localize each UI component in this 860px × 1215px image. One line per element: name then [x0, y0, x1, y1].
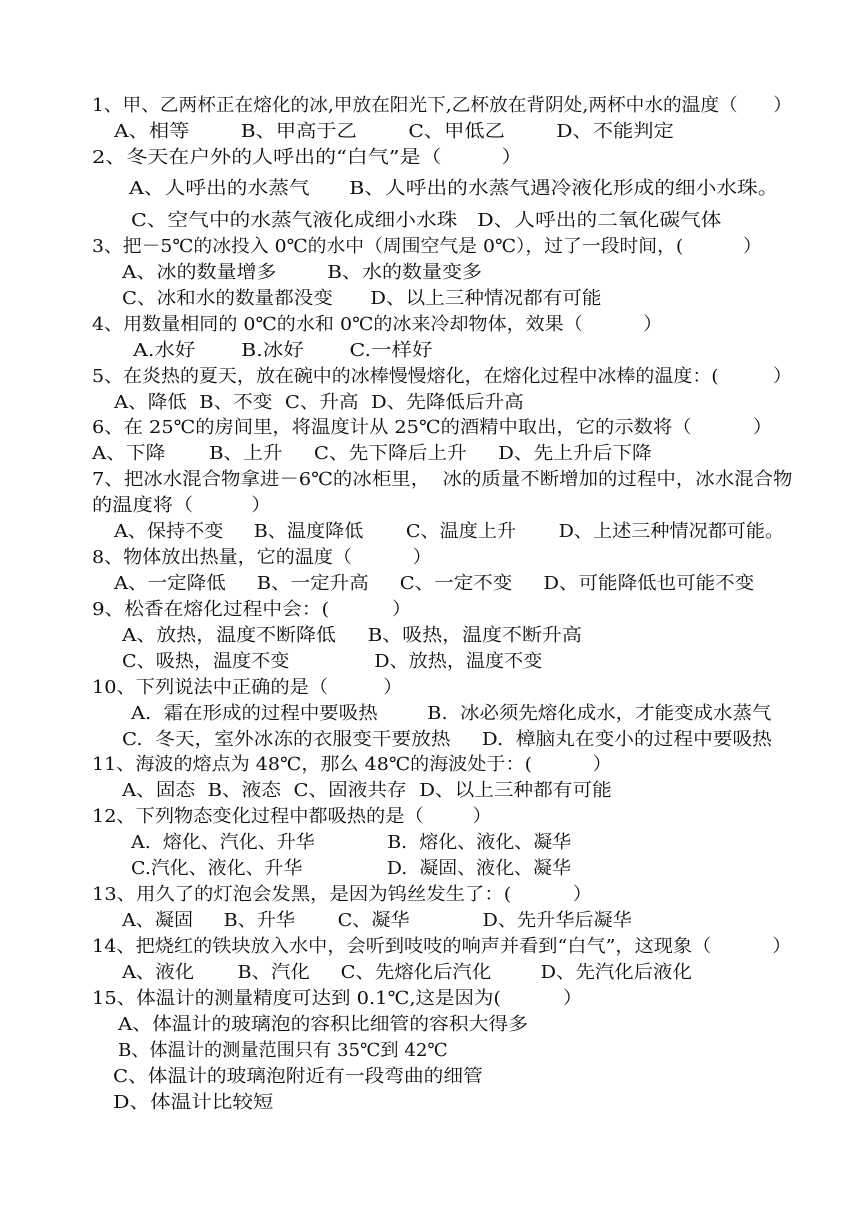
- question-12-options-cd: C.汽化、液化、升华 D. 凝固、液化、凝华: [131, 858, 571, 879]
- question-9-options-ab: A、放热，温度不断降低 B、吸热，温度不断升高: [122, 625, 582, 646]
- question-2-options-ab: A、人呼出的水蒸气 B、人呼出的水蒸气遇冷液化形成的细小水珠。: [129, 178, 779, 199]
- question-13-stem: 13、用久了的灯泡会发黑，是因为钨丝发生了：( ）: [92, 884, 593, 905]
- question-4-stem: 4、用数量相同的 0℃的水和 0℃的冰来冷却物体，效果（ ）: [92, 314, 663, 335]
- question-6-options: A、下降 B、上升 C、先下降后上升 D、先上升后下降: [92, 443, 652, 464]
- question-5-stem: 5、在炎热的夏天，放在碗中的冰棒慢慢熔化，在熔化过程中冰棒的温度：( ）: [92, 366, 792, 387]
- question-7-options: A、保持不变 B、温度降低 C、温度上升 D、上述三种情况都可能。: [114, 521, 785, 542]
- question-15-option-c: C、体温计的玻璃泡附近有一段弯曲的细管: [113, 1066, 483, 1087]
- question-8-options: A、一定降低 B、一定升高 C、一定不变 D、可能降低也可能不变: [114, 573, 755, 594]
- question-14-stem: 14、把烧红的铁块放入水中，会听到吱吱的响声并看到“白气”，这现象（ ）: [92, 936, 792, 957]
- question-3-stem: 3、把－5℃的冰投入 0℃的水中（周围空气是 0℃），过了一段时间，( ）: [92, 236, 762, 257]
- question-14-options: A、液化 B、汽化 C、先熔化后汽化 D、先汽化后液化: [122, 962, 692, 983]
- question-10-options-ab: A. 霜在形成的过程中要吸热 B. 冰必须先熔化成水，才能变成水蒸气: [131, 703, 772, 724]
- question-13-options: A、凝固 B、升华 C、凝华 D、先升华后凝华: [122, 910, 632, 931]
- question-2-stem: 2、冬天在户外的人呼出的“白气”是（ ）: [92, 147, 523, 168]
- question-15-option-b: B、体温计的测量范围只有 35℃到 42℃: [118, 1040, 448, 1061]
- question-8-stem: 8、物体放出热量，它的温度（ ）: [92, 547, 432, 568]
- question-10-options-cd: C. 冬天，室外冰冻的衣服变干要放热 D. 樟脑丸在变小的过程中要吸热: [122, 729, 772, 750]
- question-9-options-cd: C、吸热，温度不变 D、放热，温度不变: [122, 651, 543, 672]
- question-15-option-a: A、体温计的玻璃泡的容积比细管的容积大得多: [118, 1014, 529, 1035]
- question-6-stem: 6、在 25℃的房间里，将温度计从 25℃的酒精中取出，它的示数将（ ）: [92, 417, 773, 438]
- question-1-options: A、相等 B、甲高于乙 C、甲低乙 D、不能判定: [114, 121, 674, 142]
- question-9-stem: 9、松香在熔化过程中会：( ）: [92, 599, 412, 620]
- question-7-stem-line1: 7、把冰水混合物拿进－6℃的冰柜里， 冰的质量不断增加的过程中，冰水混合物: [92, 469, 793, 490]
- question-2-options-cd: C、空气中的水蒸气液化成细小水珠 D、人呼出的二氧化碳气体: [131, 210, 722, 231]
- question-15-stem: 15、体温计的测量精度可达到 0.1℃,这是因为( ）: [92, 988, 583, 1009]
- question-11-options: A、固态 B、液态 C、固液共存 D、以上三种都有可能: [122, 780, 612, 801]
- question-3-options-cd: C、冰和水的数量都没变 D、以上三种情况都有可能: [122, 288, 602, 309]
- question-4-options: A.水好 B.冰好 C.一样好: [133, 340, 433, 361]
- question-5-options: A、降低 B、不变 C、升高 D、先降低后升高: [114, 392, 524, 413]
- question-11-stem: 11、海波的熔点为 48℃，那么 48℃的海波处于：( ）: [92, 754, 612, 775]
- question-12-options-ab: A. 熔化、汽化、升华 B. 熔化、液化、凝华: [131, 832, 572, 853]
- question-10-stem: 10、下列说法中正确的是（ ）: [92, 677, 403, 698]
- question-7-stem-line2: 的温度将（ ）: [92, 495, 272, 516]
- question-1-stem: 1、甲、乙两杯正在熔化的冰,甲放在阳光下,乙杯放在背阴处,两杯中水的温度（ ）: [92, 95, 792, 116]
- question-3-options-ab: A、冰的数量增多 B、水的数量变多: [122, 262, 482, 283]
- question-15-option-d: D、体温计比较短: [113, 1092, 274, 1113]
- question-12-stem: 12、下列物态变化过程中都吸热的是（ ）: [92, 806, 492, 827]
